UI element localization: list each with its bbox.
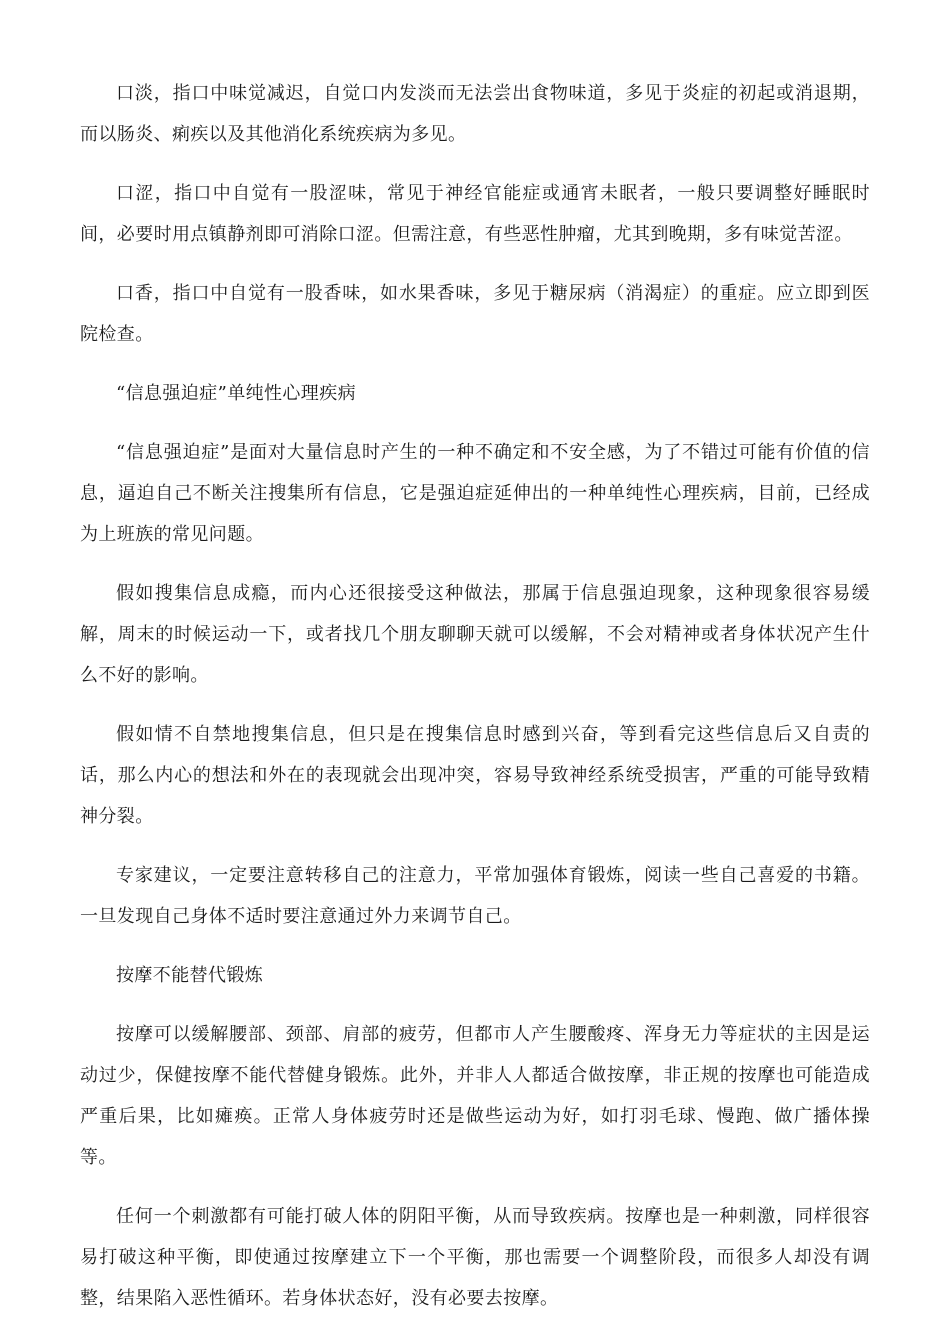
- paragraph-kou-xiang: 口香，指口中自觉有一股香味，如水果香味，多见于糖尿病（消渴症）的重症。应立即到医院检查。: [80, 283, 870, 345]
- section-heading-massage: 按摩不能替代锻炼: [116, 965, 264, 986]
- paragraph-massage-limits: 按摩可以缓解腰部、颈部、肩部的疲劳，但都市人产生腰酸疼、浑身无力等症状的主因是运动过少，保健按摩不能代替健身锻炼。此外，并非人人都适合做按摩，非正规的按摩也可能造成严重后果，比如瘫痪。正常人身体疲劳时还是做些运动为好，如打羽毛球、慢跑、做广播体操等。: [80, 1024, 870, 1168]
- paragraph-info-compulsion-severe: 假如情不自禁地搜集信息，但只是在搜集信息时感到兴奋，等到看完这些信息后又自责的话，那么内心的想法和外在的表现就会出现冲突，容易导致神经系统受损害，严重的可能导致精神分裂。: [80, 724, 870, 827]
- paragraph-kou-dan: 口淡，指口中味觉减迟，自觉口内发淡而无法尝出食物味道，多见于炎症的初起或消退期，而以肠炎、痢疾以及其他消化系统疾病为多见。: [80, 83, 870, 145]
- paragraph-kou-se: 口涩，指口中自觉有一股涩味，常见于神经官能症或通宵未眠者，一般只要调整好睡眠时间，必要时用点镇静剂即可消除口涩。但需注意，有些恶性肿瘤，尤其到晚期，多有味觉苦涩。: [80, 183, 870, 245]
- document-body: [80, 73, 870, 1337]
- paragraph-expert-advice: 专家建议，一定要注意转移自己的注意力，平常加强体育锻炼，阅读一些自己喜爱的书籍。一旦发现自己身体不适时要注意通过外力来调节自己。: [80, 865, 870, 927]
- paragraph-massage-balance: 任何一个刺激都有可能打破人体的阴阳平衡，从而导致疾病。按摩也是一种刺激，同样很容易打破这种平衡，即使通过按摩建立下一个平衡，那也需要一个调整阶段，而很多人却没有调整，结果陷入恶性循环。若身体状态好，没有必要去按摩。: [80, 1206, 870, 1309]
- paragraph-info-compulsion-mild: 假如搜集信息成瘾，而内心还很接受这种做法，那属于信息强迫现象，这种现象很容易缓解，周末的时候运动一下，或者找几个朋友聊聊天就可以缓解，不会对精神或者身体状况产生什么不好的影响。: [80, 583, 870, 686]
- section-heading-info-compulsion: “信息强迫症”单纯性心理疾病: [116, 383, 357, 404]
- paragraph-info-compulsion-definition: “信息强迫症”是面对大量信息时产生的一种不确定和不安全感，为了不错过可能有价值的信息，逼迫自己不断关注搜集所有信息，它是强迫症延伸出的一种单纯性心理疾病，目前，已经成为上班族的常见问题。: [80, 442, 870, 545]
